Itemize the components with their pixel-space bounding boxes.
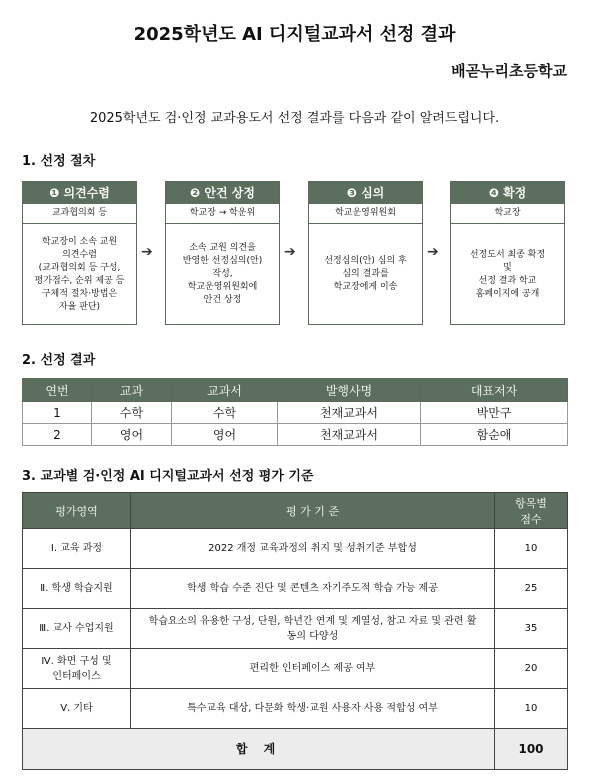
- result-header-cell: 발행사명: [278, 379, 421, 402]
- step-body-line: 선정심의(안) 심의 후: [324, 256, 407, 266]
- step-body-line: 홈페이지에 공개: [475, 288, 540, 299]
- result-header-cell: 대표저자: [421, 379, 568, 402]
- step-subtitle: 학교장 → 학운위: [166, 204, 279, 224]
- table-row: [23, 402, 568, 424]
- result-header-cell: 교과: [92, 379, 172, 402]
- step-title: ❷ 안건 상정: [166, 182, 279, 204]
- step-body-line: 구체적 절차·방법은: [41, 288, 118, 299]
- criteria-area-cell: Ⅴ. 기타: [23, 689, 131, 729]
- table-row: [23, 569, 568, 609]
- criteria-score-cell: 25: [495, 569, 568, 609]
- step-title: ❹ 확정: [451, 182, 564, 204]
- step-title: ❶ 의견수렴: [23, 182, 136, 204]
- step-body-line: 작성,: [212, 269, 233, 279]
- step-body: [166, 224, 279, 325]
- criteria-area-cell: Ⅳ. 화면 구성 및 인터페이스: [23, 649, 131, 689]
- result-cell: 1: [23, 402, 92, 424]
- step-body: [23, 224, 136, 325]
- criteria-standard-cell: 편리한 인터페이스 제공 여부: [131, 649, 495, 689]
- table-row: [23, 609, 568, 649]
- criteria-score-cell: 10: [495, 689, 568, 729]
- step-body-line: 학교장에게 이송: [333, 282, 398, 292]
- criteria-header-cell: 평가영역: [23, 493, 131, 529]
- step-number-icon: ❶: [49, 186, 60, 200]
- table-row: [23, 424, 568, 446]
- result-cell: 박만구: [421, 402, 568, 424]
- step-body-line: 학교장이 소속 교원: [41, 236, 118, 247]
- step-box: [450, 181, 565, 325]
- step-body-line: 선정도서 최종 확정: [469, 249, 546, 260]
- step-number-icon: ❹: [488, 186, 499, 200]
- total-label: 합 계: [23, 729, 495, 770]
- step-body: [451, 224, 564, 325]
- table-row: [23, 649, 568, 689]
- criteria-score-cell: 20: [495, 649, 568, 689]
- result-cell: 영어: [172, 424, 278, 446]
- school-name: 배곧누리초등학교: [451, 62, 567, 80]
- criteria-area-cell: Ⅲ. 교사 수업지원: [23, 609, 131, 649]
- step-body: [309, 224, 422, 325]
- table-row: [23, 689, 568, 729]
- result-header-cell: 연번: [23, 379, 92, 402]
- step-box: [165, 181, 280, 325]
- step-body-line: 안건 상정: [203, 295, 242, 305]
- step-title: ❸ 심의: [309, 182, 422, 204]
- step-box: [22, 181, 137, 325]
- criteria-area-cell: Ⅰ. 교육 과정: [23, 529, 131, 569]
- step-number-icon: ❷: [190, 186, 201, 200]
- result-header-cell: 교과서: [172, 379, 278, 402]
- criteria-standard-cell: 학생 학습 수준 진단 및 콘텐츠 자기주도적 학습 가능 제공: [131, 569, 495, 609]
- section-heading-procedure: 1. 선정 절차: [22, 154, 96, 169]
- intro-text: 2025학년도 검·인정 교과용도서 선정 결과를 다음과 같이 알려드립니다.: [89, 111, 500, 126]
- criteria-standard-cell: 특수교육 대상, 다문화 학생·교원 사용자 사용 적합성 여부: [131, 689, 495, 729]
- criteria-header-cell: 항목별 점수: [495, 493, 568, 529]
- arrow-icon: ➔: [141, 244, 153, 260]
- step-number-icon: ❸: [346, 186, 357, 200]
- step-body-line: 소속 교원 의견을: [189, 243, 256, 253]
- step-body-line: 의견수렴: [62, 249, 97, 260]
- total-value: 100: [495, 729, 568, 770]
- step-subtitle: 학교운영위원회: [309, 204, 422, 224]
- criteria-standard-cell: 학습요소의 유용한 구성, 단원, 학년간 연계 및 계열성, 참고 자료 및 관련 활동의 다양성: [131, 609, 495, 649]
- step-body-line: 학교운영위원회에: [187, 282, 258, 292]
- step-body-line: 심의 결과를: [342, 269, 389, 279]
- result-cell: 함순애: [421, 424, 568, 446]
- step-body-line: (교과협의회 등 구성,: [38, 262, 121, 273]
- criteria-standard-cell: 2022 개정 교육과정의 취지 및 성취기준 부합성: [131, 529, 495, 569]
- result-table: [22, 378, 568, 446]
- criteria-header-cell: 평 가 기 준: [131, 493, 495, 529]
- result-cell: 수학: [92, 402, 172, 424]
- result-cell: 천재교과서: [278, 402, 421, 424]
- result-cell: 수학: [172, 402, 278, 424]
- total-row: [23, 729, 568, 770]
- result-cell: 2: [23, 424, 92, 446]
- arrow-icon: ➔: [284, 244, 296, 260]
- criteria-area-cell: Ⅱ. 학생 학습지원: [23, 569, 131, 609]
- result-cell: 영어: [92, 424, 172, 446]
- step-body-line: 반영한 선정심의(안): [182, 256, 263, 266]
- page-title: 2025학년도 AI 디지털교과서 선정 결과: [133, 24, 456, 45]
- table-row: [23, 529, 568, 569]
- criteria-table: [22, 492, 568, 770]
- section-heading-result: 2. 선정 결과: [22, 353, 96, 368]
- section-heading-criteria: 3. 교과별 검·인정 AI 디지털교과서 선정 평가 기준: [22, 469, 314, 484]
- step-box: [308, 181, 423, 325]
- criteria-score-cell: 35: [495, 609, 568, 649]
- step-subtitle: 교과협의회 등: [23, 204, 136, 224]
- criteria-score-cell: 10: [495, 529, 568, 569]
- arrow-icon: ➔: [427, 244, 439, 260]
- step-subtitle: 학교장: [451, 204, 564, 224]
- step-body-line: 선정 결과 학교: [478, 275, 537, 286]
- step-body-line: 자율 판단): [58, 301, 101, 312]
- step-body-line: 및: [503, 262, 512, 273]
- result-cell: 천재교과서: [278, 424, 421, 446]
- step-body-line: 평가점수, 순위 제공 등: [34, 275, 125, 286]
